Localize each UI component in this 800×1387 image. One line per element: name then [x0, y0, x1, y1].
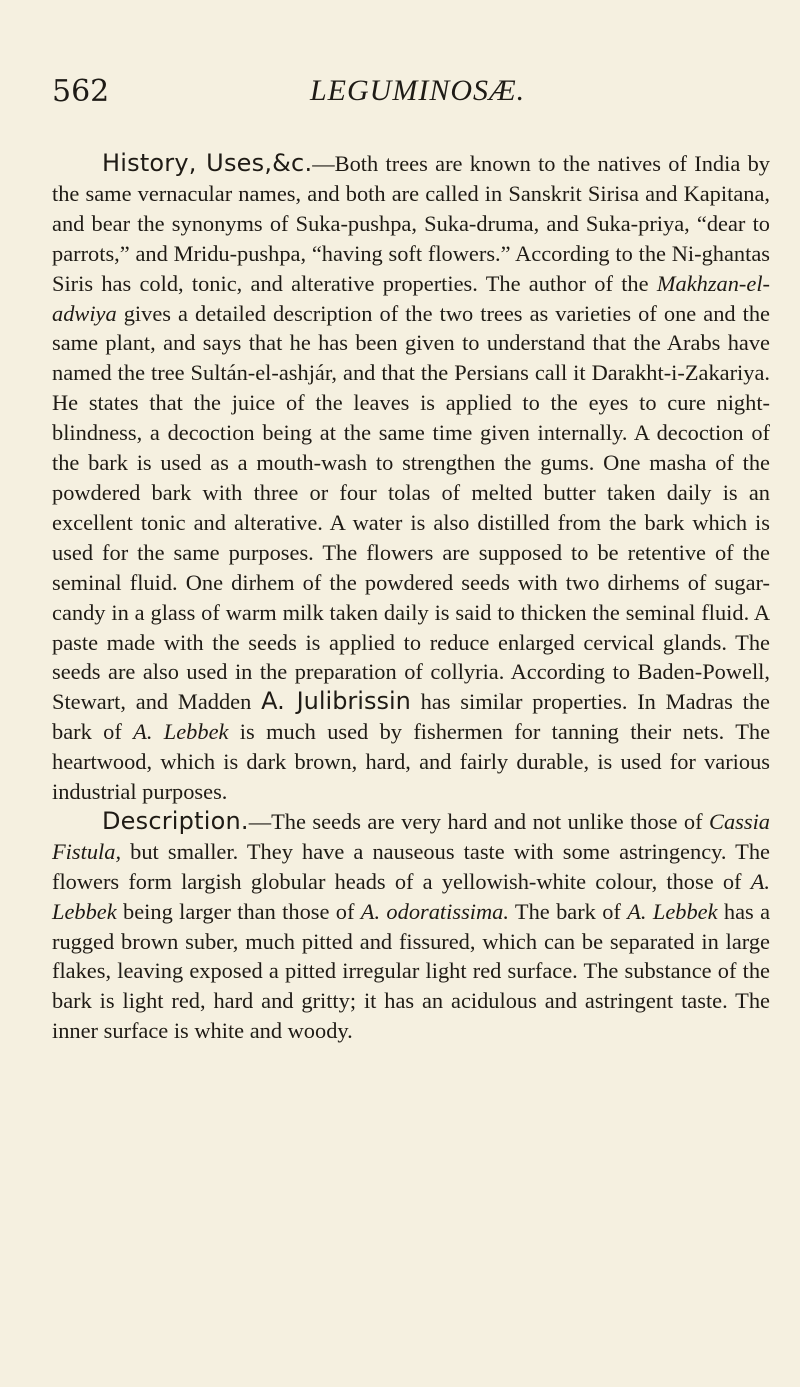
- running-head: LEGUMINOSÆ.: [310, 74, 526, 107]
- species-odoratissima: A. odoratissima.: [360, 898, 509, 924]
- description-text-5: has a rugged brown suber, much pitted and fissured, which can be separated in large flakes, leaving exposed a pitted irregular light red surface. The substance of the bark is light red, hard and gritty; it has an acidulous and astringent taste. The inner surface is white and woody.: [52, 898, 771, 1044]
- species-lebbek: A. Lebbek: [627, 898, 718, 924]
- history-text-3: has similar properties. In Madras the bark of: [52, 689, 770, 745]
- history-text-1: —Both trees are known to the natives of India by the same vernacular names, and both are called in Sanskrit Sirisa and Kapitana, and bear the synonyms of Suka-pushpa, Suka-druma, and Suka-priya, “dear to parrots,” and Mridu-pushpa, “having soft flowers.” According to the Ni-ghantas Siris has cold, tonic, and alterative properties. The author of the: [52, 151, 770, 296]
- page-number: 562: [52, 74, 110, 109]
- book-title: Makhzan-el-adwiya: [52, 270, 770, 326]
- history-text-4: is much used by fishermen for tanning their nets. The heartwood, which is dark brown, hard, and fairly durable, is used for various industrial purposes.: [52, 719, 771, 805]
- history-text-2: gives a detailed description of the two trees as varieties of one and the same plant, and says that he has been given to understand that the Arabs have named the tree Sultán-el-ashjár, and that the Persians call it Darakht-i-Zakariya. He states that the juice of the leaves is applied to the eyes to cure night-blindness, a decoction being at the same time given internally. A decoction of the bark is used as a mouth-wash to strengthen the gums. One masha of the powdered bark with three or four tolas of melted butter taken daily is an excellent tonic and alterative. A water is also distilled from the bark which is used for the same purposes. The flowers are supposed to be retentive of the seminal fluid. One dirhem of the powdered seeds with two dirhems of sugar-candy in a glass of warm milk taken daily is said to thicken the seminal fluid. A paste made with the seeds is applied to reduce enlarged cervical glands. The seeds are also used in the preparation of collyria. According to Baden-Powell, Stewart, and Madden: [52, 300, 770, 715]
- body-text: [52, 149, 770, 1046]
- species-lebbek: A. Lebbek: [133, 719, 229, 745]
- description-paragraph: [52, 807, 770, 1046]
- description-text-3: being larger than those of: [116, 898, 361, 924]
- page-header: [52, 60, 752, 120]
- description-text-1: —The seeds are very hard and not unlike those of: [248, 808, 710, 834]
- description-heading: Description.: [102, 806, 249, 835]
- history-heading: History, Uses,&c.: [102, 149, 313, 177]
- species-cassia-fistula: Cassia Fistula,: [52, 808, 770, 864]
- description-text-2: but smaller. They have a nauseous taste with some astringency. The flowers form largish globular heads of a yellowish-white colour, those of: [52, 838, 770, 894]
- description-text-4: The bark of: [508, 898, 628, 924]
- species-julibrissin: A. Julibrissin: [261, 687, 411, 716]
- species-lebbek: A. Lebbek: [52, 868, 770, 924]
- history-paragraph: [52, 149, 770, 807]
